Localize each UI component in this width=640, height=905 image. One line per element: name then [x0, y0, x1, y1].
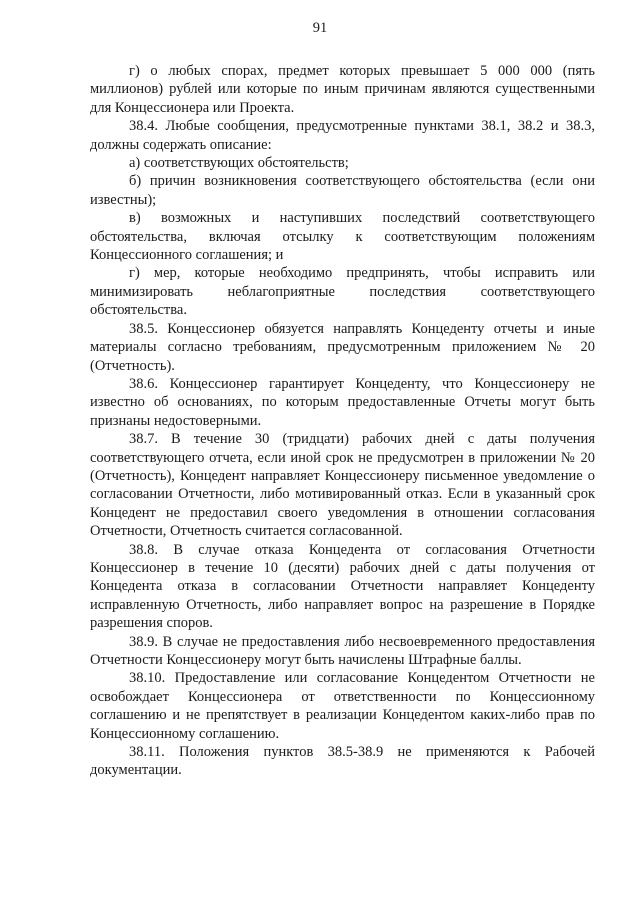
paragraph-38-6: 38.6. Концессионер гарантирует Концеденту, что Концессионеру не известно об основаниях, по которым предоставленные Отчеты могут быть признаны недостоверными. — [90, 375, 595, 429]
paragraph-38-4-g: г) мер, которые необходимо предпринять, чтобы исправить или минимизировать неблагоприятные последствия соответствующего обстоятельства. — [90, 265, 595, 319]
paragraph-38-4-b: б) причин возникновения соответствующего обстоятельства (если они известны); — [90, 173, 595, 208]
paragraph-38-7: 38.7. В течение 30 (тридцати) рабочих дней с даты получения соответствующего отчета, если иной срок не предусмотрен в приложении № 20 (Отчетность), Концедент направляет Концессионеру письменное уведомление о согласовании Отчетности, либо мотивированный отказ. Если в указанный срок Концедент не предоставил своего уведомления в отношении согласования Отчетности, Отчетность считается согласованной. — [90, 431, 595, 540]
page-number: 91 — [312, 20, 328, 36]
paragraph-38-3-g: г) о любых спорах, предмет которых превышает 5 000 000 (пять миллионов) рублей или которые по иным причинам являются существенными для Концессионера или Проекта. — [90, 63, 595, 116]
paragraph-38-4: 38.4. Любые сообщения, предусмотренные пунктами 38.1, 38.2 и 38.3, должны содержать описание: — [90, 118, 595, 153]
paragraph-38-9: 38.9. В случае не предоставления либо несвоевременного предоставления Отчетности Концессионеру могут быть начислены Штрафные баллы. — [90, 633, 595, 668]
paragraph-38-4-a: а) соответствующих обстоятельств; — [129, 155, 349, 172]
paragraph-38-5: 38.5. Концессионер обязуется направлять Концеденту отчеты и иные материалы согласно требованиям, предусмотренным приложением № 20 (Отчетность). — [90, 320, 595, 374]
paragraph-38-8: 38.8. В случае отказа Концедента от согласования Отчетности Концессионер в течение 10 (десяти) рабочих дней с даты получения от Концедента отказа в согласовании Отчетности направляет Концеденту исправленную Отчетность, либо направляет вопрос на разрешение в Порядке разрешения споров. — [90, 541, 595, 632]
paragraph-38-10: 38.10. Предоставление или согласование Концедентом Отчетности не освобождает Концессионера от ответственности по Концессионному соглашению и не препятствует в реализации Концедентом каких-либо прав по Концессионному соглашению. — [90, 670, 595, 742]
paragraph-38-4-v: в) возможных и наступивших последствий соответствующего обстоятельства, включая отсылку к соответствующим положениям Концессионного соглашения; и — [90, 210, 595, 264]
document-body — [90, 62, 595, 780]
paragraph-38-11: 38.11. Положения пунктов 38.5-38.9 не применяются к Рабочей документации. — [90, 744, 595, 779]
